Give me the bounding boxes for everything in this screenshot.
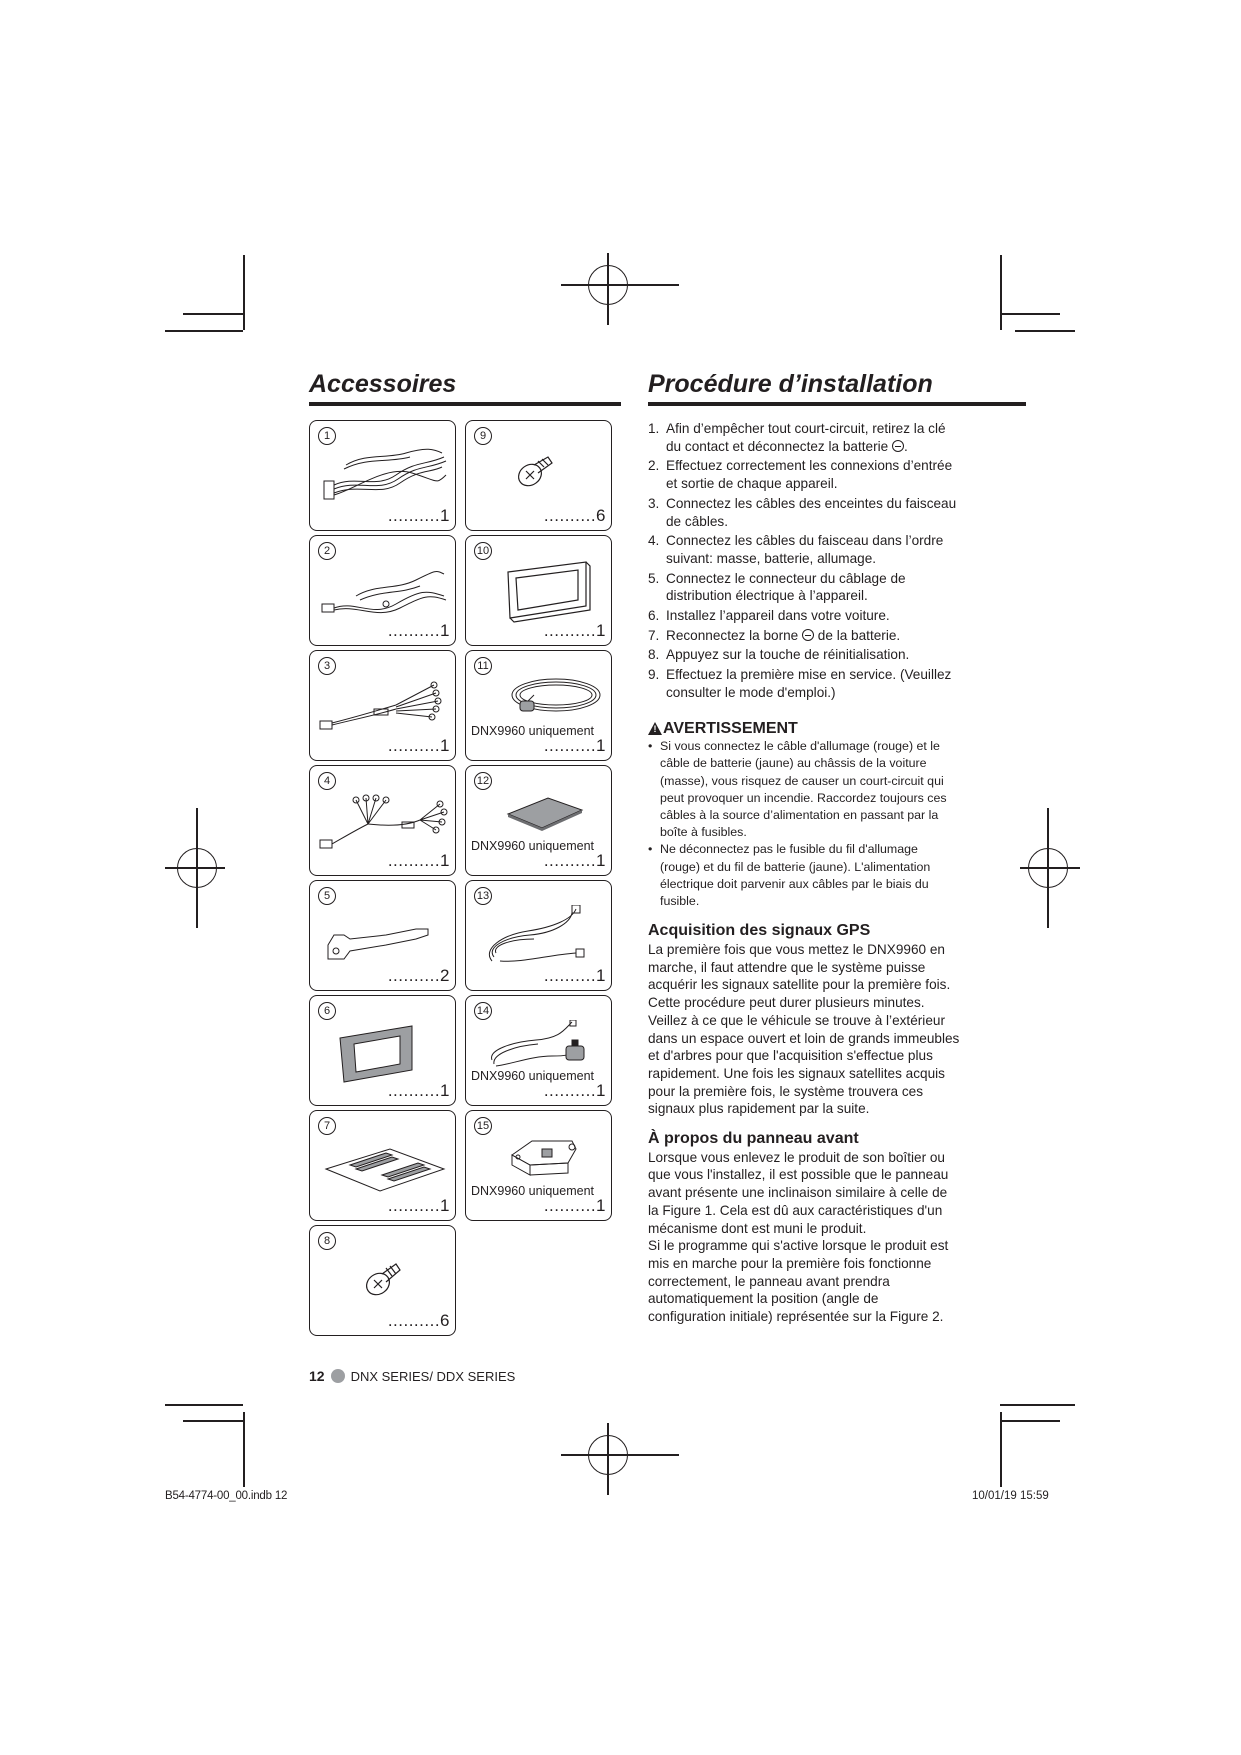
accessory-quantity: ..........1 [387,851,450,870]
accessory-quantity: ..........1 [543,851,606,870]
print-file-info: B54-4774-00_00.indb 12 [165,1490,288,1502]
accessory-number: 6 [318,1002,336,1020]
accessory-1 [309,420,456,531]
accessory-note: DNX9960 uniquement [471,839,594,853]
frame-icon [472,560,606,624]
page-footer [309,1368,515,1384]
accessory-number: 14 [474,1002,492,1020]
step-item: 4. Connectez les câbles du faisceau dans l’ordre suivant: masse, batterie, allumage. [648,533,944,566]
accessory-14 [465,995,612,1106]
accessory-note: DNX9960 uniquement [471,724,594,738]
extension-cable-icon [472,905,606,969]
procedure-section [648,420,960,1326]
rca-cable-icon [316,790,450,854]
accessory-11 [465,650,612,761]
procedure-title: Procédure d’installation [648,370,1026,406]
stickers-icon [316,1135,450,1199]
accessory-13 [465,880,612,991]
accessory-number: 7 [318,1117,336,1135]
accessory-5 [309,880,456,991]
accessory-quantity: ..........1 [543,621,606,640]
gps-heading: Acquisition des signaux GPS [648,922,871,940]
accessory-number: 5 [318,887,336,905]
accessory-12 [465,765,612,876]
screw-icon [472,445,606,509]
panel-heading: À propos du panneau avant [648,1130,859,1148]
accessory-quantity: ..........1 [387,1196,450,1215]
accessory-quantity: ..........1 [543,1196,606,1215]
trim-plate-icon [316,1020,450,1084]
warning-list [648,738,960,910]
step-item: 7. Reconnectez la borne de la batterie. [648,627,901,643]
accessory-note: DNX9960 uniquement [471,1184,594,1198]
accessory-quantity: ..........1 [543,736,606,755]
accessory-number: 8 [318,1232,336,1250]
page-number: 12 [309,1368,325,1384]
accessory-number: 12 [474,772,492,790]
wire-harness-icon [316,445,450,509]
print-date: 10/01/19 15:59 [972,1490,1049,1502]
accessory-quantity: ..........6 [543,506,606,525]
accessory-number: 10 [474,542,492,560]
warning-heading: ! AVERTISSEMENT [648,720,960,738]
warning-item: • Ne déconnectez pas le fusible du fil d'allumage (rouge) et du fil de batterie (jaune). L'alimentation électrique doit parvenir aux câbles par le biais du fusible. [648,841,960,910]
accessory-quantity: ..........1 [387,621,450,640]
step-item: 3. Connectez les câbles des enceintes du faisceau de câbles. [648,495,957,529]
bullet-dot-icon [331,1369,345,1383]
accessory-number: 1 [318,427,336,445]
accessory-number: 4 [318,772,336,790]
minus-terminal-icon [892,440,904,452]
accessory-number: 11 [474,657,492,675]
step-item: 1. Afin d’empêcher tout court-circuit, retirez la clé du contact et déconnectez la batterie . [648,421,946,454]
panel-text-1: Lorsque vous enlevez le produit de son boîtier ou que vous l'installez, il est possible que le panneau avant présente une inclinaison similaire à celle de la Figure 1. Cela est dû aux caractéristiques d'un mécanisme dont est muni le produit. [648,1149,949,1236]
accessory-quantity: ..........1 [387,736,450,755]
accessory-quantity: ..........1 [543,966,606,985]
accessory-quantity: ..........2 [387,966,450,985]
cable-icon [316,560,450,624]
accessory-number: 9 [474,427,492,445]
step-item: 6. Installez l’appareil dans votre voiture. [648,608,890,624]
accessory-10 [465,535,612,646]
accessory-number: 15 [474,1117,492,1135]
accessory-2 [309,535,456,646]
accessory-3 [309,650,456,761]
series-label: DNX SERIES/ DDX SERIES [350,1368,516,1384]
accessory-number: 13 [474,887,492,905]
accessory-note: DNX9960 uniquement [471,1069,594,1083]
rca-cable-icon [316,675,450,739]
screw-icon [316,1250,450,1314]
extraction-key-icon [316,905,450,969]
step-item: 5. Connectez le connecteur du câblage de distribution électrique à l’appareil. [648,570,906,604]
accessory-7 [309,1110,456,1221]
accessory-15 [465,1110,612,1221]
installation-steps [648,420,960,702]
step-item: 9. Effectuez la première mise en service. (Veuillez consulter le mode d'emploi.) [648,667,952,700]
accessory-quantity: ..........1 [387,506,450,525]
accessory-quantity: ..........1 [543,1081,606,1100]
minus-terminal-icon [802,629,814,641]
accessory-quantity: ..........1 [387,1081,450,1100]
accessories-title: Accessoires [309,370,621,406]
warning-item: • Si vous connectez le câble d'allumage (rouge) et le câble de batterie (jaune) au châssis de la voiture (masse), vous risquez de causer un court-circuit qui peut provoquer un incendie. Raccordez toujours ces câbles à la source d’alimentation en passant par la boîte à fusibles. [648,738,960,841]
accessory-6 [309,995,456,1106]
panel-text-2: Si le programme qui s'active lorsque le produit est mis en marche pour la première fois fonctionne correctement, le panneau avant prendra automatiquement la position (angle de configuration initiale) représentée sur la Figure 2. [648,1238,949,1325]
warning-icon: ! [648,722,662,735]
gps-text: La première fois que vous mettez le DNX9960 en marche, il faut attendre que le système puisse acquérir les signaux satellite pour la première fois. Cette procédure peut durer plusieurs minutes. Veillez à ce que le véhicule se trouve à l’extérieur dans un espace ouvert et loin de grands immeubles et d'arbres pour que l'acquisition s'effectue plus rapidement. Une fois les signaux satellites acquis pour la première fois, le système trouvera ces signaux plus rapidement par la suite. [648,941,960,1117]
accessory-8 [309,1225,456,1336]
accessory-number: 3 [318,657,336,675]
accessory-quantity: ..........6 [387,1311,450,1330]
accessory-4 [309,765,456,876]
step-item: 8. Appuyez sur la touche de réinitialisation. [648,647,910,663]
accessory-number: 2 [318,542,336,560]
step-item: 2. Effectuez correctement les connexions d’entrée et sortie de chaque appareil. [648,458,953,492]
accessory-9 [465,420,612,531]
